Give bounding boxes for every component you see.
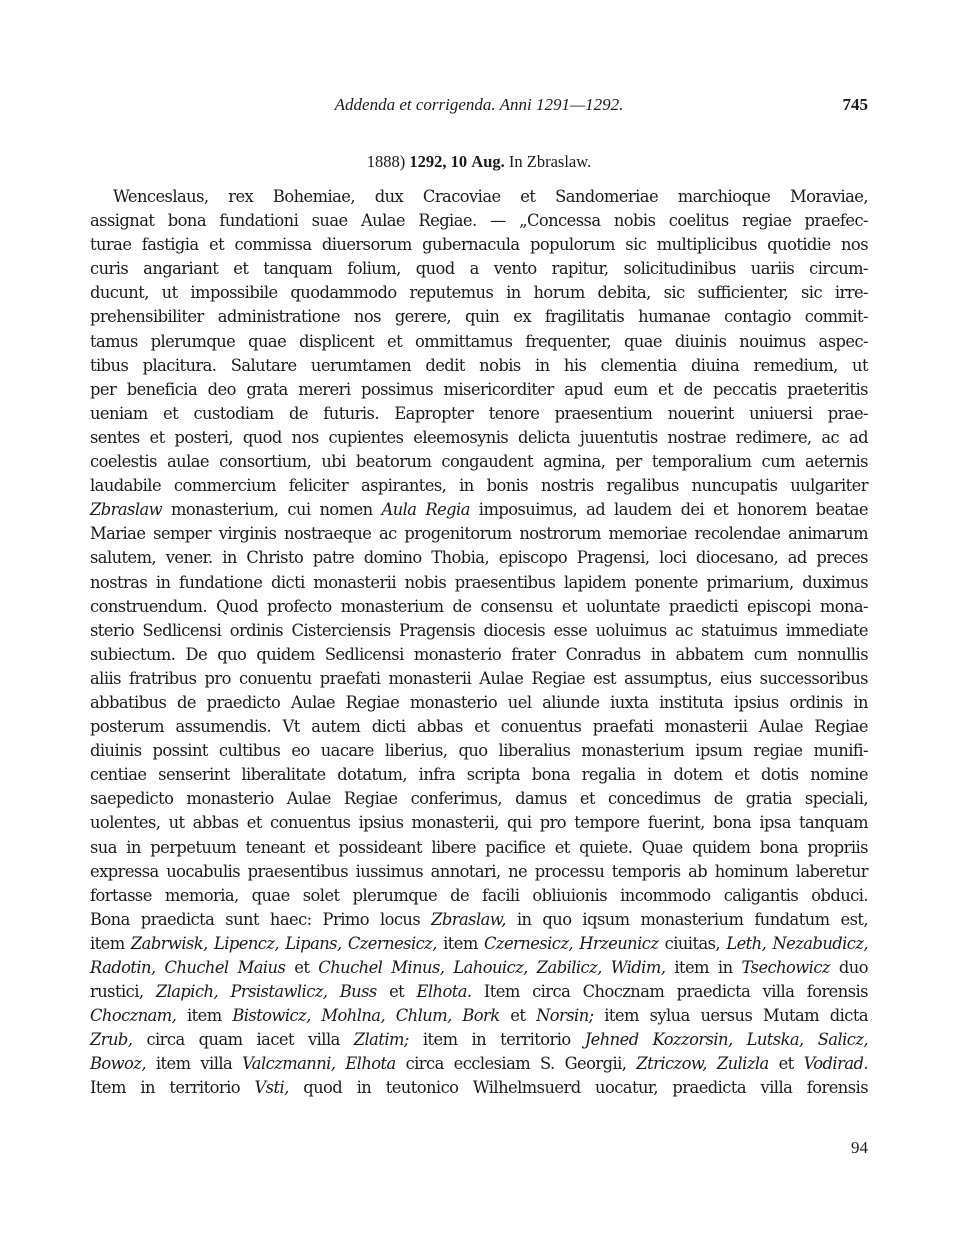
- text-line-zbraslaw: [90, 498, 868, 522]
- running-head: [90, 93, 868, 117]
- text-run: item: [90, 933, 131, 953]
- place-name: Radotin, Chuchel Maius: [90, 958, 286, 977]
- text-run: circa quam iacet villa: [132, 1030, 354, 1050]
- text-run: item: [436, 933, 485, 953]
- place-name: Aula Regia: [381, 500, 470, 520]
- document-heading: [90, 150, 868, 174]
- running-title: Addenda et corrigenda. Anni 1291—1292.: [334, 95, 624, 114]
- signature-mark: 94: [851, 1138, 868, 1157]
- text-line: saepedicto monasterio Aulae Regiae conferimus, damus et concedimus de gratia speciali,: [90, 789, 868, 809]
- text-line: sentes et posteri, quod nos cupientes eleemosynis delicta juuentutis nostrae redimere, ac ad: [90, 427, 868, 447]
- text-line-places: [90, 1076, 868, 1100]
- text-line: salutem, vener. in Christo patre domino Thobia, episcopo Pragensi, loci diocesano, ad preces: [90, 548, 868, 568]
- text-run: monasterium, cui nomen: [162, 500, 382, 520]
- place-name: Bistowicz, Mohlna, Chlum, Bork: [232, 1006, 500, 1026]
- place-name: Zabrwisk, Lipencz, Lipans, Czernesicz,: [130, 933, 437, 953]
- place-name: Norsin;: [536, 1006, 594, 1026]
- text-line: abbatibus de praedicto Aulae Regiae monasterio uel aliunde iuxta instituta ipsius ordinis in: [90, 692, 868, 712]
- text-line: tamus plerumque quae displicent et ommittamus frequenter, quae diuinis nouimus aspec-: [90, 331, 868, 351]
- text-line: subiectum. De quo quidem Sedlicensi monasterio frater Conradus in abbatem cum nonnullis: [90, 644, 868, 664]
- place-name: Chuchel Minus, Lahouicz, Zabilicz, Widim,: [318, 958, 666, 977]
- text-line: nostras in fundatione dicti monasterii nobis praesentibus lapidem ponente primarium, duximus: [90, 572, 868, 592]
- text-line: assignat bona fundationi suae Aulae Regiae. — „Concessa nobis coelitus regiae praefec-: [90, 211, 868, 231]
- text-line-places: [90, 932, 868, 956]
- text-line: Wenceslaus, rex Bohemiae, dux Cracoviae et Sandomeriae marchioque Moraviae,: [113, 187, 868, 206]
- text-line: tibus placitura. Salutare uerumtamen dedit nobis in his clementia diuina remedium, ut: [90, 355, 868, 375]
- text-run: circa ecclesiam S. Georgii,: [395, 1054, 637, 1074]
- place-name: Bowoz,: [90, 1054, 146, 1074]
- text-run: Item in territorio: [90, 1078, 255, 1098]
- text-run: Item circa Chocznam praedicta villa forensis: [471, 982, 868, 1002]
- text-run: item in territorio: [408, 1030, 585, 1050]
- place-name: Elhota.: [416, 982, 472, 1002]
- place-name: Zlapich, Prsistawlicz, Buss: [155, 982, 377, 1002]
- text-run: et: [768, 1054, 804, 1074]
- place-name: Zbraslaw: [90, 500, 163, 520]
- place-name: Zlatim;: [353, 1030, 409, 1050]
- text-line: expressa uocabulis praesentibus iussimus annotari, ne processu temporis ab hominum laberetur: [90, 861, 868, 881]
- document-month: Aug.: [471, 152, 505, 171]
- document-number: 1888): [366, 152, 406, 171]
- body-text: [90, 185, 868, 1101]
- text-line-places: [90, 980, 868, 1004]
- text-line-places: [90, 908, 868, 932]
- text-run: item villa: [145, 1054, 243, 1074]
- text-line: curis angariant et tanquam folium, quod a vento rapitur, solicitudinibus uariis circum-: [90, 259, 868, 279]
- text-run: imposuimus, ad laudem dei et honorem beatae: [469, 500, 868, 520]
- text-line-places: [90, 1052, 868, 1076]
- place-name: Zbraslaw,: [431, 909, 506, 929]
- text-run: et: [499, 1006, 537, 1026]
- place-name: Chocznam,: [90, 1006, 177, 1026]
- text-run: quod in teutonico Wilhelmsuerd uocatur, praedicta villa forensis: [288, 1078, 869, 1098]
- text-line: turae fastigia et commissa diuersorum gubernacula populorum sic multiplicibus quotidie nos: [90, 235, 868, 255]
- place-name: Czernesicz, Hrzeunicz: [484, 933, 659, 953]
- text-line: ueniam et custodiam de futuris. Eapropter tenore praesentium nouerint uniuersi prae-: [90, 403, 868, 423]
- text-run: duo: [829, 958, 868, 977]
- place-name: Vsti,: [254, 1078, 289, 1098]
- text-line: sua in perpetuum teneant et possideant libere pacifice et quiete. Quae quidem bona propriis: [90, 837, 868, 857]
- document-place: In Zbraslaw.: [508, 152, 592, 171]
- text-line: coelestis aulae consortium, ubi beatorum congaudent agmina, per temporalium cum aeternis: [90, 452, 868, 472]
- text-run: ciuitas,: [658, 933, 727, 953]
- text-line: ducunt, ut impossibile quodammodo reputemus in horum debita, sic sufficienter, sic irre-: [90, 283, 868, 303]
- text-run: Bona praedicta sunt haec: Primo locus: [90, 909, 432, 929]
- place-name: Valczmanni, Elhota: [242, 1054, 396, 1074]
- place-name: Tsechowicz: [741, 958, 830, 977]
- place-name: Zrub,: [90, 1030, 133, 1050]
- text-run: rustici,: [90, 982, 156, 1002]
- text-line: centiae senserint liberalitate dotatum, infra scripta bona regalia in dotem et dotis nomine: [90, 765, 868, 785]
- text-line: uolentes, ut abbas et conuentus ipsius monasterii, qui pro tempore fuerint, bona ipsa tanquam: [90, 813, 868, 833]
- text-run: item sylua uersus Mutam dicta: [593, 1006, 868, 1026]
- place-name: Vodirad.: [803, 1054, 868, 1074]
- text-run: et: [285, 958, 319, 977]
- text-run: et: [376, 982, 417, 1002]
- text-line-places: [90, 1028, 868, 1052]
- text-line: laudabile commercium feliciter aspirantes, in bonis nostris regalibus nuncupatis uulgariter: [90, 476, 868, 496]
- text-line: construendum. Quod profecto monasterium de consensu et uoluntate praedicti episcopi mona-: [90, 596, 868, 616]
- text-line: sterio Sedlicensi ordinis Cisterciensis Pragensis diocesis esse uoluimus ac statuimus immediate: [90, 620, 868, 640]
- text-run: in quo iqsum monasterium fundatum est,: [505, 909, 868, 929]
- text-run: item in: [665, 958, 742, 977]
- text-line: Mariae semper virginis nostraeque ac progenitorum nostrorum memoriae recolendae animarum: [90, 524, 868, 544]
- text-line-places: [90, 1004, 868, 1028]
- text-line: per beneficia deo grata mereri possimus misericorditer apud eum et de peccatis praeteritis: [90, 379, 868, 399]
- text-line: prehensibiliter administratione nos gerere, quin ex fragilitatis humanae contagio commit-: [90, 307, 868, 327]
- page-number: 745: [842, 95, 868, 114]
- place-name: Ztriczow, Zulizla: [636, 1054, 769, 1074]
- document-date: 1292, 10: [409, 152, 468, 171]
- text-line: aliis fratribus pro conuentu praefati monasterii Aulae Regiae est assumptus, eius successoribus: [90, 668, 868, 688]
- place-name: Jehned Kozzorsin, Lutska, Salicz,: [584, 1030, 868, 1050]
- place-name: Leth, Nezabudicz,: [726, 933, 869, 953]
- text-line-places: [90, 956, 868, 980]
- text-line: fortasse memoria, quae solet plerumque de facili obliuionis incommodo caligantis obduci.: [90, 885, 868, 905]
- text-line: diuinis possint cultibus eo uacare liberius, quo liberalius monasterium ipsum regiae munifi-: [90, 741, 868, 761]
- text-line: posterum assumendis. Vt autem dicti abbas et conuentus praefati monasterii Aulae Regiae: [90, 717, 868, 737]
- text-run: item: [176, 1006, 233, 1026]
